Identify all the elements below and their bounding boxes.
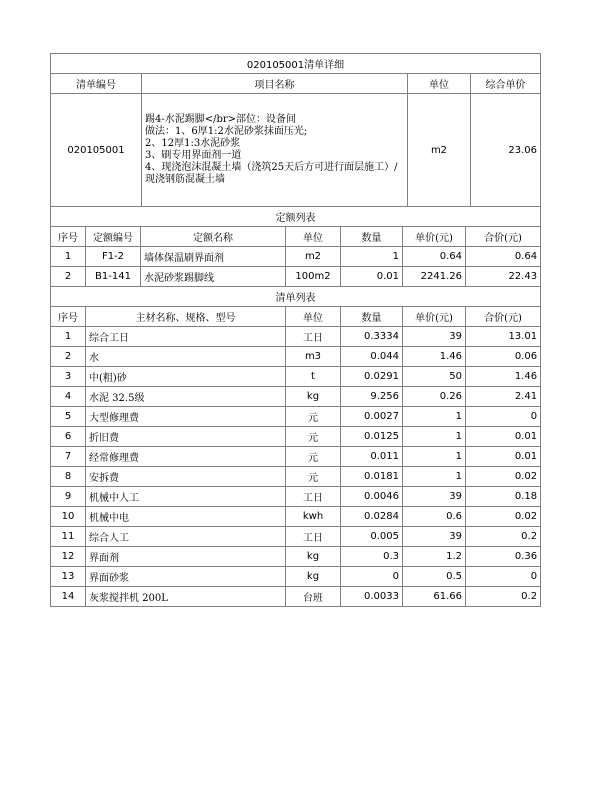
list-col-qty: 数量: [341, 307, 403, 327]
list-row: [51, 567, 541, 587]
list-qty: 0.011: [341, 447, 403, 467]
list-row: [51, 507, 541, 527]
list-no: 5: [51, 407, 86, 427]
list-price: 1.2: [403, 547, 466, 567]
list-row: [51, 587, 541, 607]
list-name: 机械中电: [86, 507, 286, 527]
quota-row: [51, 267, 541, 287]
list-no: 13: [51, 567, 86, 587]
quota-price: 0.64: [403, 247, 466, 267]
list-total: 0.2: [466, 527, 541, 547]
header-code: 清单编号: [51, 74, 142, 94]
list-qty: 0.0284: [341, 507, 403, 527]
list-price: 61.66: [403, 587, 466, 607]
list-price: 0.26: [403, 387, 466, 407]
quota-total: 0.64: [466, 247, 541, 267]
list-total: 0.36: [466, 547, 541, 567]
list-no: 2: [51, 347, 86, 367]
list-unit: kg: [286, 567, 341, 587]
quota-qty: 1: [341, 247, 403, 267]
quota-code: F1-2: [86, 247, 141, 267]
list-total: 0.06: [466, 347, 541, 367]
item-price: 23.06: [471, 94, 541, 207]
list-row: [51, 387, 541, 407]
list-total: 13.01: [466, 327, 541, 347]
quota-price: 2241.26: [403, 267, 466, 287]
list-price: 39: [403, 487, 466, 507]
list-total: 0.01: [466, 447, 541, 467]
list-col-price: 单价(元): [403, 307, 466, 327]
list-no: 1: [51, 327, 86, 347]
list-qty: 0.0125: [341, 427, 403, 447]
list-price: 1: [403, 407, 466, 427]
list-row: [51, 467, 541, 487]
list-price: 39: [403, 527, 466, 547]
list-unit: 工日: [286, 327, 341, 347]
list-total: 0.01: [466, 427, 541, 447]
list-qty: 0: [341, 567, 403, 587]
list-name: 机械中人工: [86, 487, 286, 507]
list-total: 2.41: [466, 387, 541, 407]
list-row: [51, 547, 541, 567]
list-row: [51, 407, 541, 427]
list-name: 综合工日: [86, 327, 286, 347]
list-unit: t: [286, 367, 341, 387]
quota-col-price: 单价(元): [403, 227, 466, 247]
quota-unit: 100m2: [286, 267, 341, 287]
list-col-unit: 单位: [286, 307, 341, 327]
list-price: 1.46: [403, 347, 466, 367]
quota-section-title: 定额列表: [51, 207, 541, 227]
list-qty: 0.0046: [341, 487, 403, 507]
list-no: 8: [51, 467, 86, 487]
list-no: 3: [51, 367, 86, 387]
item-code: 020105001: [51, 94, 142, 207]
list-name: 经常修理费: [86, 447, 286, 467]
list-no: 10: [51, 507, 86, 527]
item-table: [50, 53, 541, 207]
list-no: 14: [51, 587, 86, 607]
quota-col-qty: 数量: [341, 227, 403, 247]
list-no: 4: [51, 387, 86, 407]
description-line: 2、12厚1:3水泥砂浆: [145, 138, 241, 149]
quota-col-no: 序号: [51, 227, 86, 247]
page-title: 020105001清单详细: [51, 54, 541, 74]
list-name: 灰浆搅拌机 200L: [86, 587, 286, 607]
list-price: 1: [403, 467, 466, 487]
list-unit: 元: [286, 447, 341, 467]
list-unit: kg: [286, 547, 341, 567]
item-description: [142, 94, 408, 207]
list-price: 39: [403, 327, 466, 347]
list-no: 9: [51, 487, 86, 507]
list-unit: 元: [286, 427, 341, 447]
header-name: 项目名称: [142, 74, 408, 94]
quota-code: B1-141: [86, 267, 141, 287]
quota-no: 2: [51, 267, 86, 287]
list-unit: m3: [286, 347, 341, 367]
list-no: 11: [51, 527, 86, 547]
list-col-name: 主材名称、规格、型号: [86, 307, 286, 327]
header-price: 综合单价: [471, 74, 541, 94]
list-qty: 0.0291: [341, 367, 403, 387]
list-total: 0.2: [466, 587, 541, 607]
quota-qty: 0.01: [341, 267, 403, 287]
list-row: [51, 367, 541, 387]
quota-col-code: 定额编号: [86, 227, 141, 247]
list-row: [51, 327, 541, 347]
list-qty: 0.005: [341, 527, 403, 547]
list-unit: 元: [286, 407, 341, 427]
quota-name: 墙体保温刷界面剂: [141, 247, 286, 267]
list-total: 1.46: [466, 367, 541, 387]
list-qty: 0.3: [341, 547, 403, 567]
list-unit: 工日: [286, 527, 341, 547]
list-total: 0.02: [466, 467, 541, 487]
list-no: 7: [51, 447, 86, 467]
list-no: 12: [51, 547, 86, 567]
list-total: 0.18: [466, 487, 541, 507]
list-price: 0.6: [403, 507, 466, 527]
list-unit: 元: [286, 467, 341, 487]
description-line: 4、现浇泡沫混凝土墙（浇筑25天后方可进行面层施工）/现浇钢筋混凝土墙: [145, 162, 398, 185]
list-row: [51, 447, 541, 467]
list-qty: 9.256: [341, 387, 403, 407]
list-qty: 0.0027: [341, 407, 403, 427]
list-row: [51, 347, 541, 367]
list-col-total: 合价(元): [466, 307, 541, 327]
list-qty: 0.0181: [341, 467, 403, 487]
quota-unit: m2: [286, 247, 341, 267]
list-unit: 台班: [286, 587, 341, 607]
detail-table: [50, 206, 541, 607]
quota-no: 1: [51, 247, 86, 267]
list-row: [51, 487, 541, 507]
list-name: 界面砂浆: [86, 567, 286, 587]
list-name: 中(粗)砂: [86, 367, 286, 387]
quota-col-total: 合价(元): [466, 227, 541, 247]
quota-total: 22.43: [466, 267, 541, 287]
list-price: 1: [403, 447, 466, 467]
list-unit: 工日: [286, 487, 341, 507]
quota-col-name: 定额名称: [141, 227, 286, 247]
list-section-title: 清单列表: [51, 287, 541, 307]
list-name: 综合人工: [86, 527, 286, 547]
list-row: [51, 427, 541, 447]
list-col-no: 序号: [51, 307, 86, 327]
list-unit: kg: [286, 387, 341, 407]
list-price: 1: [403, 427, 466, 447]
description-line: 做法：1、6厚1:2水泥砂浆抹面压光;: [145, 126, 308, 137]
list-price: 50: [403, 367, 466, 387]
description-line: 3、刷专用界面剂一道: [145, 150, 242, 161]
list-name: 水泥 32.5级: [86, 387, 286, 407]
list-qty: 0.3334: [341, 327, 403, 347]
quota-col-unit: 单位: [286, 227, 341, 247]
quota-name: 水泥砂浆踢脚线: [141, 267, 286, 287]
header-unit: 单位: [408, 74, 471, 94]
item-unit: m2: [408, 94, 471, 207]
list-name: 安拆费: [86, 467, 286, 487]
list-name: 折旧费: [86, 427, 286, 447]
list-row: [51, 527, 541, 547]
quota-row: [51, 247, 541, 267]
list-qty: 0.0033: [341, 587, 403, 607]
list-name: 大型修理费: [86, 407, 286, 427]
list-name: 界面剂: [86, 547, 286, 567]
list-name: 水: [86, 347, 286, 367]
list-total: 0.02: [466, 507, 541, 527]
list-unit: kwh: [286, 507, 341, 527]
list-total: 0: [466, 567, 541, 587]
list-no: 6: [51, 427, 86, 447]
list-total: 0: [466, 407, 541, 427]
description-line: 踢4-水泥踢脚</br>部位：设备间: [145, 114, 297, 125]
list-qty: 0.044: [341, 347, 403, 367]
list-price: 0.5: [403, 567, 466, 587]
